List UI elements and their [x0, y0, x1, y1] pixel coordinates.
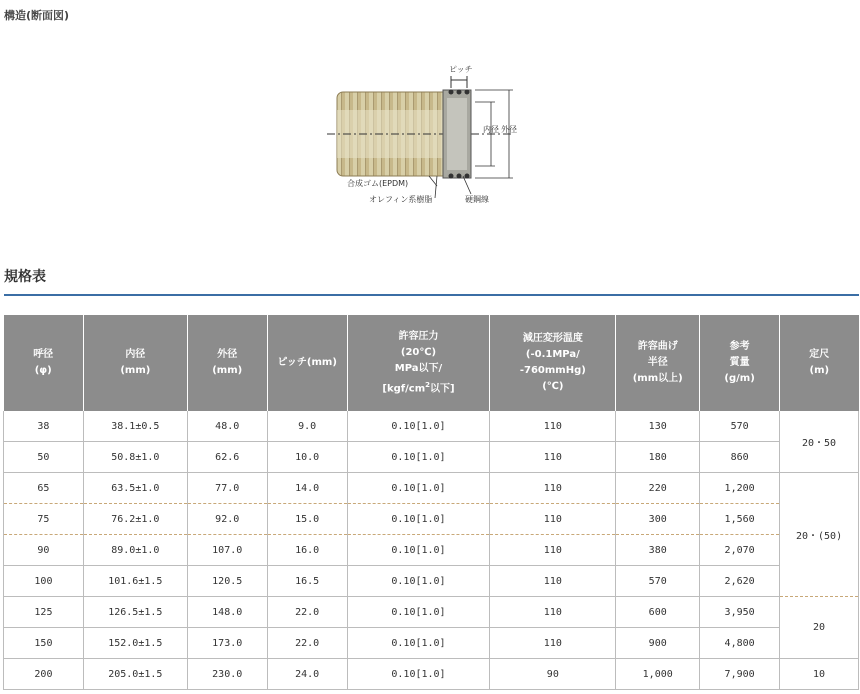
cell-length: 20 [780, 597, 859, 659]
header-bend-radius: 許容曲げ 半径 (mm以上) [616, 315, 700, 411]
cell-nominal: 200 [4, 659, 84, 690]
cell-vacuum-temp: 90 [490, 659, 616, 690]
cell-bend-radius: 130 [616, 411, 700, 442]
cell-bend-radius: 180 [616, 442, 700, 473]
cell-pitch: 24.0 [267, 659, 347, 690]
olefin-label: オレフィン系樹脂 [369, 195, 433, 204]
table-header-row [4, 315, 859, 411]
structure-title: 構造(断面図) [4, 9, 70, 22]
cell-pressure: 0.10[1.0] [347, 628, 490, 659]
hose-cross-section-diagram [325, 58, 525, 208]
cell-pitch: 14.0 [267, 473, 347, 504]
table-row [4, 628, 859, 659]
cell-vacuum-temp: 110 [490, 442, 616, 473]
cell-pressure: 0.10[1.0] [347, 566, 490, 597]
cell-inner: 89.0±1.0 [83, 535, 187, 566]
table-row [4, 535, 859, 566]
cell-outer: 77.0 [187, 473, 267, 504]
table-row [4, 442, 859, 473]
cell-nominal: 75 [4, 504, 84, 535]
cell-outer: 92.0 [187, 504, 267, 535]
table-row [4, 597, 859, 628]
cell-inner: 63.5±1.0 [83, 473, 187, 504]
cell-pressure: 0.10[1.0] [347, 442, 490, 473]
cell-bend-radius: 900 [616, 628, 700, 659]
header-pitch: ピッチ(mm) [267, 315, 347, 411]
cell-vacuum-temp: 110 [490, 473, 616, 504]
cell-weight: 1,560 [700, 504, 780, 535]
cell-length: 20・50 [780, 411, 859, 473]
pressure-superscript: 2 [425, 380, 430, 389]
header-weight: 参考 質量 (g/m) [700, 315, 780, 411]
cell-vacuum-temp: 110 [490, 411, 616, 442]
header-pressure [347, 315, 490, 411]
pitch-label: ピッチ [449, 65, 473, 74]
cell-bend-radius: 300 [616, 504, 700, 535]
table-row [4, 659, 859, 690]
cell-pressure: 0.10[1.0] [347, 411, 490, 442]
cell-nominal: 65 [4, 473, 84, 504]
title-divider [4, 294, 859, 296]
wire-label: 硬鋼線 [465, 195, 489, 204]
cell-inner: 76.2±1.0 [83, 504, 187, 535]
cell-outer: 173.0 [187, 628, 267, 659]
cell-vacuum-temp: 110 [490, 566, 616, 597]
cell-weight: 570 [700, 411, 780, 442]
cell-outer: 120.5 [187, 566, 267, 597]
cell-outer: 48.0 [187, 411, 267, 442]
header-vacuum-temp: 減圧変形温度 (-0.1MPa/ -760mmHg) (℃) [490, 315, 616, 411]
table-row [4, 566, 859, 597]
cell-bend-radius: 220 [616, 473, 700, 504]
cell-inner: 126.5±1.5 [83, 597, 187, 628]
cell-weight: 3,950 [700, 597, 780, 628]
cell-outer: 62.6 [187, 442, 267, 473]
spec-table [3, 315, 859, 690]
cell-inner: 101.6±1.5 [83, 566, 187, 597]
cell-bend-radius: 380 [616, 535, 700, 566]
cell-length: 10 [780, 659, 859, 690]
pressure-line-4a: [kgf/cm [382, 383, 426, 395]
cell-weight: 860 [700, 442, 780, 473]
cell-pitch: 22.0 [267, 628, 347, 659]
cell-vacuum-temp: 110 [490, 535, 616, 566]
pressure-line-3: MPa以下/ [394, 362, 443, 374]
cell-vacuum-temp: 110 [490, 597, 616, 628]
cell-pressure: 0.10[1.0] [347, 473, 490, 504]
cell-inner: 50.8±1.0 [83, 442, 187, 473]
cell-inner: 205.0±1.5 [83, 659, 187, 690]
cell-weight: 2,070 [700, 535, 780, 566]
cell-pressure: 0.10[1.0] [347, 504, 490, 535]
cell-pitch: 16.0 [267, 535, 347, 566]
cell-pitch: 10.0 [267, 442, 347, 473]
cell-nominal: 125 [4, 597, 84, 628]
pressure-line-1: 許容圧力 [398, 330, 439, 342]
cell-weight: 7,900 [700, 659, 780, 690]
cell-weight: 1,200 [700, 473, 780, 504]
cell-outer: 107.0 [187, 535, 267, 566]
cell-vacuum-temp: 110 [490, 628, 616, 659]
pressure-line-4b: 以下] [430, 383, 455, 395]
cell-length: 20・(50) [780, 473, 859, 597]
cell-vacuum-temp: 110 [490, 504, 616, 535]
table-row [4, 504, 859, 535]
header-length: 定尺 (m) [780, 315, 859, 411]
header-outer: 外径 (mm) [187, 315, 267, 411]
pressure-line-2: (20℃) [400, 346, 437, 358]
cell-pitch: 9.0 [267, 411, 347, 442]
cell-weight: 2,620 [700, 566, 780, 597]
cell-bend-radius: 1,000 [616, 659, 700, 690]
cell-bend-radius: 600 [616, 597, 700, 628]
rubber-label: 合成ゴム(EPDM) [347, 179, 409, 188]
cell-nominal: 100 [4, 566, 84, 597]
cell-pitch: 22.0 [267, 597, 347, 628]
table-row [4, 411, 859, 442]
header-inner: 内径 (mm) [83, 315, 187, 411]
cell-pressure: 0.10[1.0] [347, 659, 490, 690]
inner-diameter-label: 内径 [483, 125, 499, 134]
outer-diameter-label: 外径 [501, 125, 517, 134]
cell-nominal: 90 [4, 535, 84, 566]
spec-table-title: 規格表 [4, 269, 46, 285]
cell-pitch: 15.0 [267, 504, 347, 535]
cell-nominal: 150 [4, 628, 84, 659]
cell-pressure: 0.10[1.0] [347, 597, 490, 628]
cell-outer: 148.0 [187, 597, 267, 628]
cell-pressure: 0.10[1.0] [347, 535, 490, 566]
cell-bend-radius: 570 [616, 566, 700, 597]
cell-weight: 4,800 [700, 628, 780, 659]
cell-inner: 152.0±1.5 [83, 628, 187, 659]
header-nominal: 呼径 (φ) [4, 315, 84, 411]
table-row [4, 473, 859, 504]
cell-nominal: 50 [4, 442, 84, 473]
cell-nominal: 38 [4, 411, 84, 442]
cell-pitch: 16.5 [267, 566, 347, 597]
cell-inner: 38.1±0.5 [83, 411, 187, 442]
cell-outer: 230.0 [187, 659, 267, 690]
